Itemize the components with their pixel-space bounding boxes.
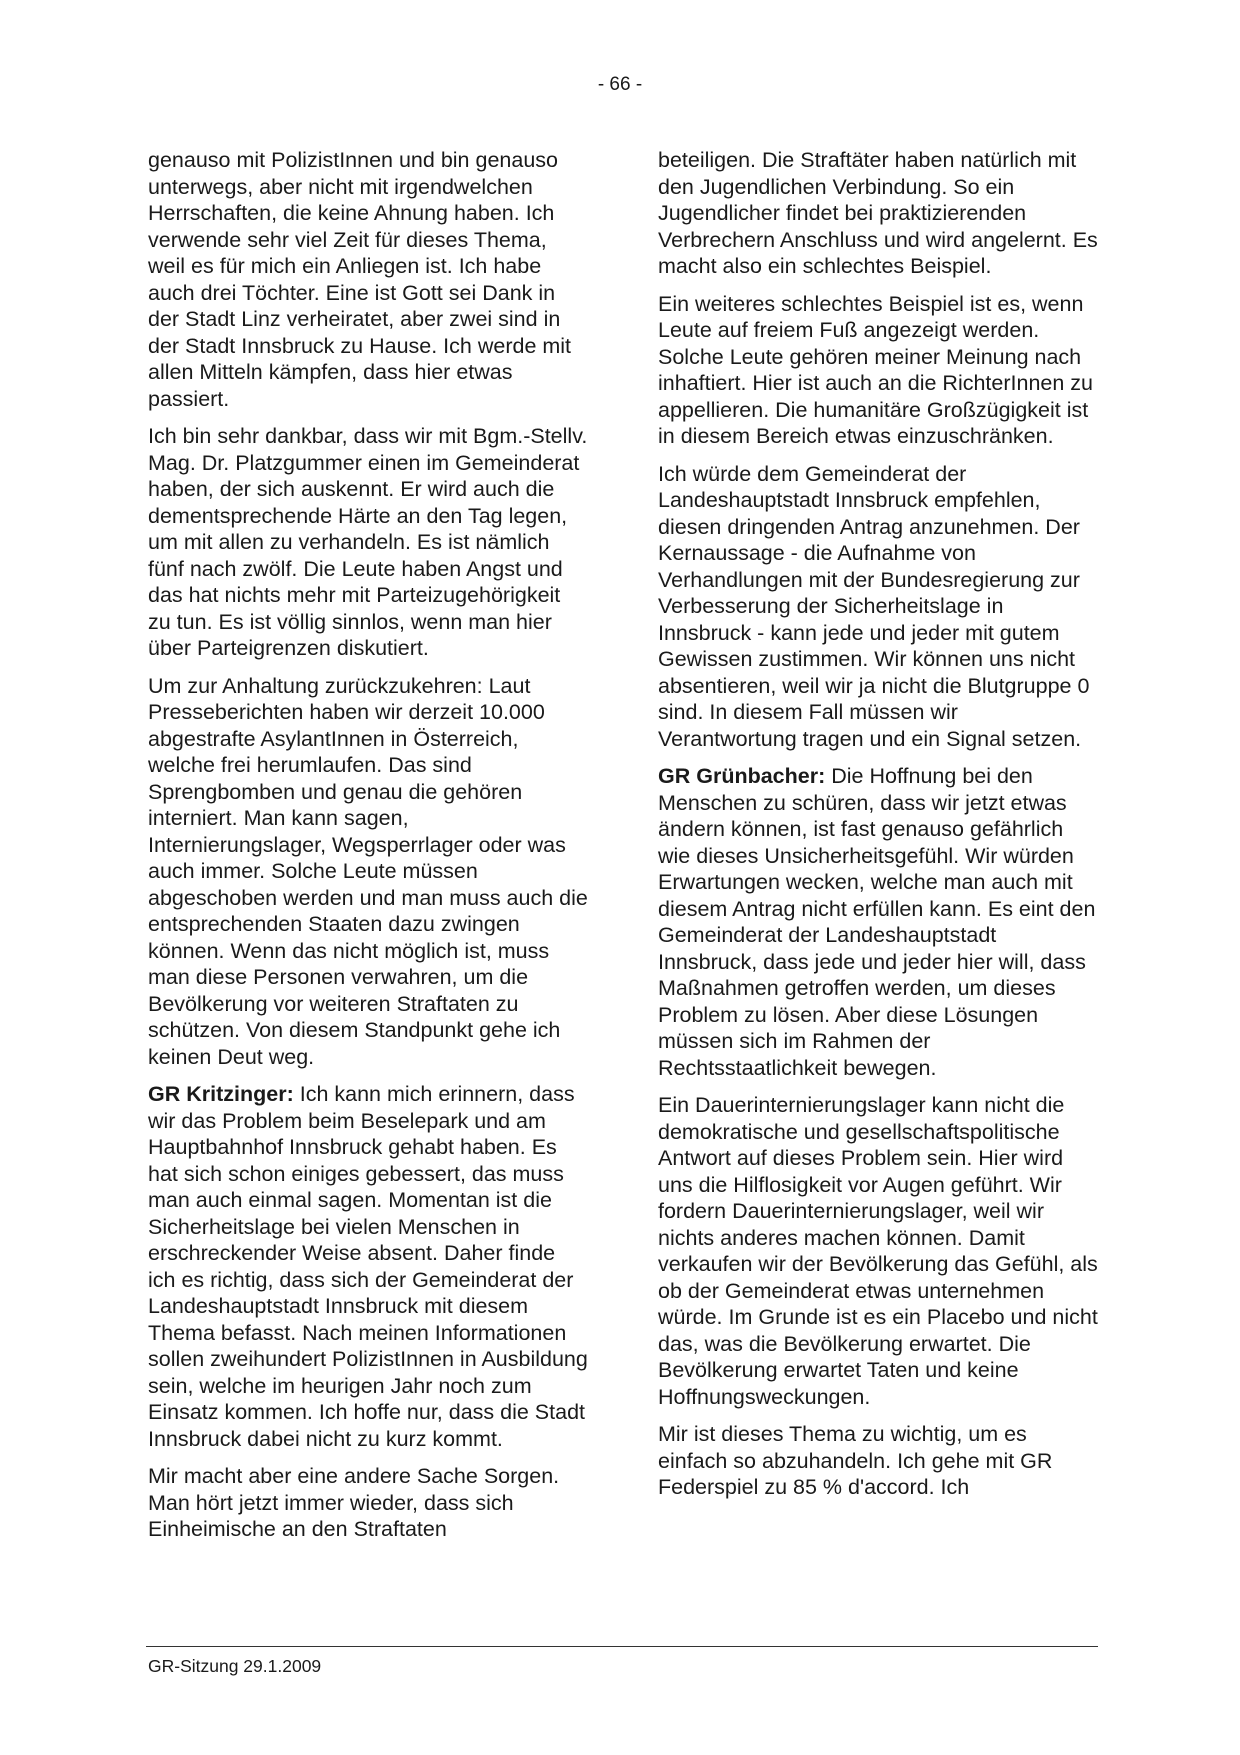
paragraph-text: Ein weiteres schlechtes Beispiel ist es, wenn Leute auf freiem Fuß angezeigt werden. Solche Leute gehören meiner Meinung nach inhaftiert. Hier ist auch an die RichterInnen zu appellieren. Die humanitäre Großzügigkeit ist in diesem Bereich etwas einzuschränken. [658, 291, 1094, 448]
paragraph-text: Ich kann mich erinnern, dass wir das Problem beim Beselepark und am Hauptbahnhof Innsbruck gehabt haben. Es hat sich schon einiges gebessert, das muss man auch einmal sagen. Momentan ist die Sicherheitslage bei vielen Menschen in erschreckender Weise absent. Daher finde ich es richtig, dass sich der Gemeinderat der Landeshauptstadt Innsbruck mit diesem Thema befasst. Nach meinen Informationen sollen zweihundert PolizistInnen in Ausbildung sein, welche im heurigen Jahr noch zum Einsatz kommen. Ich hoffe nur, dass die Stadt Innsbruck dabei nicht zu kurz kommt. [148, 1082, 588, 1451]
footer-session-date: GR-Sitzung 29.1.2009 [148, 1656, 322, 1676]
paragraph [658, 1421, 1098, 1501]
paragraph-text: Ich bin sehr dankbar, dass wir mit Bgm.-Stellv. Mag. Dr. Platzgummer einen im Gemeinderat haben, der sich auskennt. Er wird auch die dementsprechende Härte an den Tag legen, um mit allen zu verhandeln. Es ist nämlich fünf nach zwölf. Die Leute haben Angst und das hat nichts mehr mit Parteizugehörigkeit zu tun. Es ist völlig sinnlos, wenn man hier über Parteigrenzen diskutiert. [148, 424, 588, 660]
paragraph-text: Ein Dauerinternierungslager kann nicht die demokratische und gesellschaftspolitische Antwort auf dieses Problem sein. Hier wird uns die Hilflosigkeit vor Augen geführt. Wir fordern Dauerinternierungslager, weil wir nichts anderes machen können. Damit verkaufen wir der Bevölkerung das Gefühl, als ob der Gemeinderat etwas unternehmen würde. Im Grunde ist es ein Placebo und nicht das, was die Bevölkerung erwartet. Die Bevölkerung erwartet Taten und keine Hoffnungsweckungen. [658, 1093, 1098, 1409]
left-column [148, 147, 588, 1554]
paragraph-text: genauso mit PolizistInnen und bin genauso unterwegs, aber nicht mit irgendwelchen Herrschaften, die keine Ahnung haben. Ich verwende sehr viel Zeit für dieses Thema, weil es für mich ein Anliegen ist. Ich habe auch drei Töchter. Eine ist Gott sei Dank in der Stadt Linz verheiratet, aber zwei sind in der Stadt Innsbruck zu Hause. Ich werde mit allen Mitteln kämpfen, dass hier etwas passiert. [148, 148, 572, 411]
paragraph [148, 1081, 588, 1452]
paragraph [658, 763, 1098, 1081]
page-number: - 66 - [597, 74, 643, 95]
paragraph-text: Um zur Anhaltung zurückzukehren: Laut Presseberichten haben wir derzeit 10.000 abgestrafte AsylantInnen in Österreich, welche frei herumlaufen. Das sind Sprengbomben und genau die gehören interniert. Man kann sagen, Internierungslager, Wegsperrlager oder was auch immer. Solche Leute müssen abgeschoben werden und man muss auch die entsprechenden Staaten dazu zwingen können. Wenn das nicht möglich ist, muss man diese Personen verwahren, um die Bevölkerung vor weiteren Straftaten zu schützen. Von diesem Standpunkt gehe ich keinen Deut weg. [148, 673, 588, 1069]
right-column [658, 147, 1098, 1512]
paragraph-text: Die Hoffnung bei den Menschen zu schüren, dass wir jetzt etwas ändern können, ist fast genauso gefährlich wie dieses Unsicherheitsgefühl. Wir würden Erwartungen wecken, welche man auch mit diesem Antrag nicht erfüllen kann. Es eint den Gemeinderat der Landeshauptstadt Innsbruck, dass jede und jeder hier will, dass Maßnahmen getroffen werden, um dieses Problem zu lösen. Aber diese Lösungen müssen sich im Rahmen der Rechtsstaatlichkeit bewegen. [658, 764, 1096, 1080]
paragraph [658, 1092, 1098, 1410]
paragraph-text: beteiligen. Die Straftäter haben natürlich mit den Jugendlichen Verbindung. So ein Jugendlicher findet bei praktizierenden Verbrechern Anschluss und wird angelernt. Es macht also ein schlechtes Beispiel. [658, 148, 1098, 278]
paragraph [148, 1463, 588, 1543]
paragraph [148, 147, 588, 412]
paragraph-text: Ich würde dem Gemeinderat der Landeshauptstadt Innsbruck empfehlen, diesen dringenden Antrag anzunehmen. Der Kernaussage - die Aufnahme von Verhandlungen mit der Bundesregierung zur Verbesserung der Sicherheitslage in Innsbruck - kann jede und jeder mit gutem Gewissen zustimmen. Wir können uns nicht absentieren, weil wir ja nicht die Blutgruppe 0 sind. In diesem Fall müssen wir Verantwortung tragen und ein Signal setzen. [658, 461, 1090, 751]
speaker-label: GR Kritzinger: [148, 1082, 294, 1106]
paragraph [148, 423, 588, 662]
paragraph [658, 461, 1098, 753]
paragraph-text: Mir ist dieses Thema zu wichtig, um es einfach so abzuhandeln. Ich gehe mit GR Federspiel zu 85 % d'accord. Ich [658, 1422, 1053, 1499]
paragraph [658, 291, 1098, 450]
paragraph-text: Mir macht aber eine andere Sache Sorgen. Man hört jetzt immer wieder, dass sich Einheimische an den Straftaten [148, 1464, 560, 1541]
footer-divider [146, 1646, 1098, 1647]
paragraph [658, 147, 1098, 280]
speaker-label: GR Grünbacher: [658, 764, 826, 788]
paragraph [148, 673, 588, 1071]
